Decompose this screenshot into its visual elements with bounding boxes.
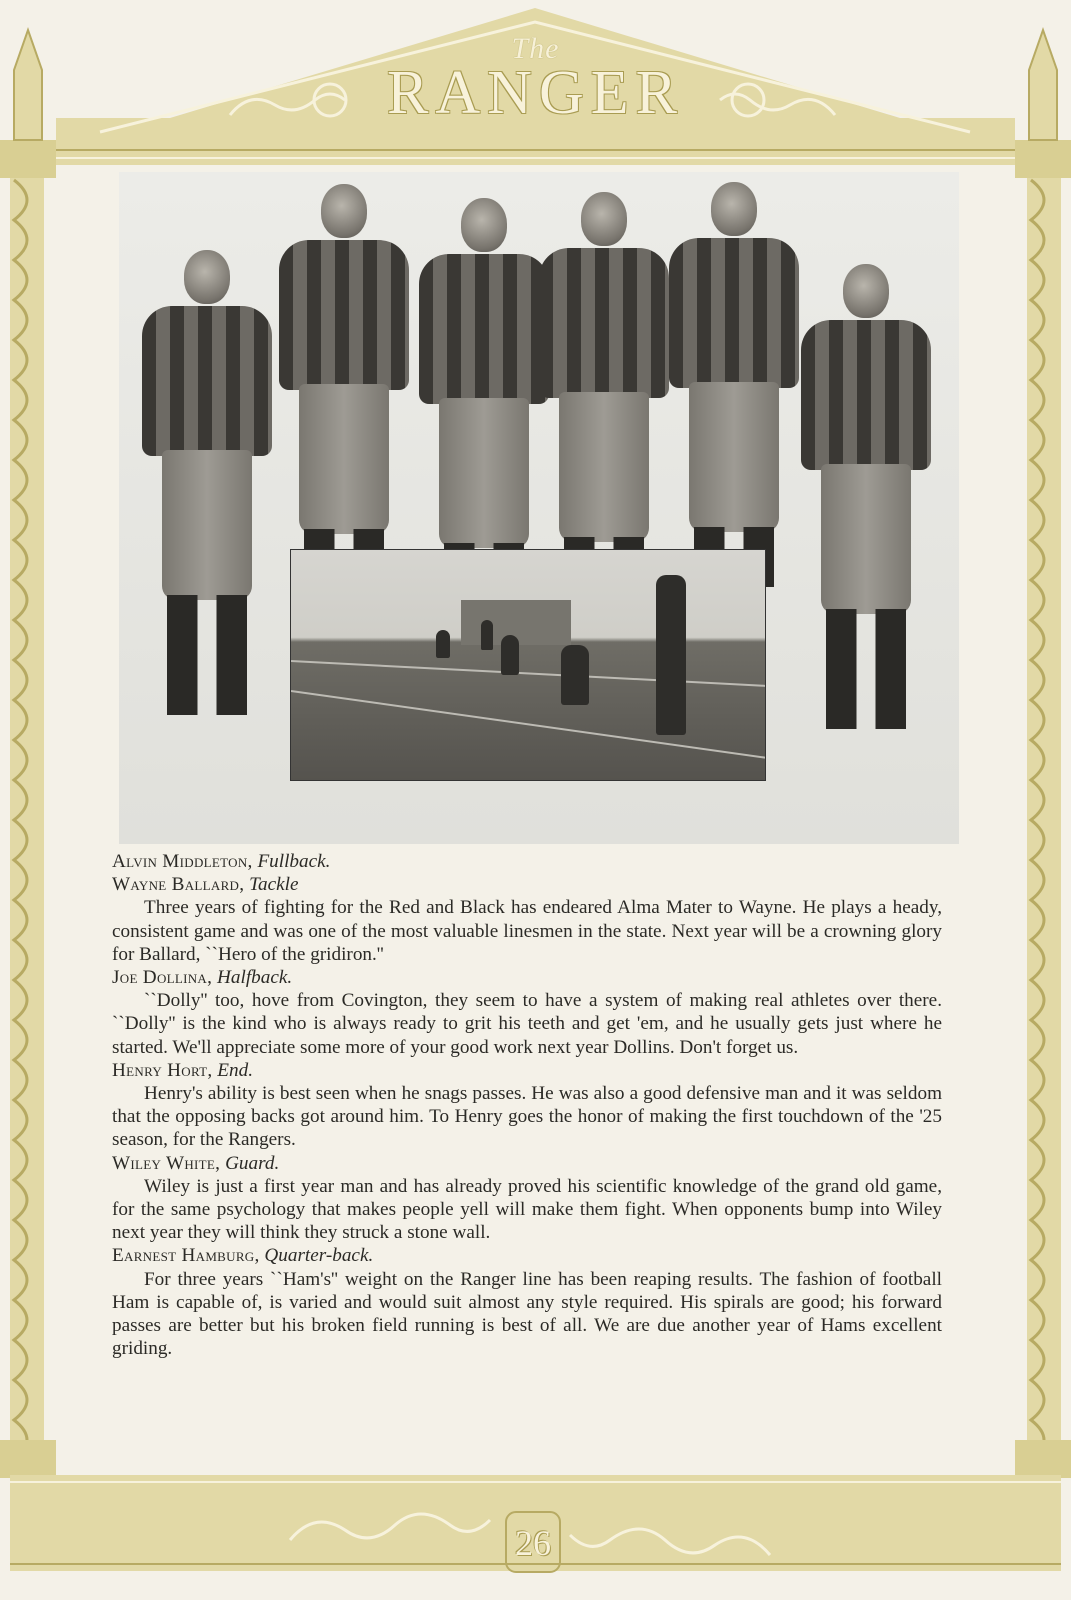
player-heading: Alvin Middleton, Fullback. bbox=[112, 851, 331, 872]
player-figure bbox=[539, 192, 669, 592]
player-heading: Joe Dollina, Halfback. bbox=[112, 967, 293, 989]
page-number: 26 bbox=[515, 1523, 551, 1563]
player-description: Three years of fighting for the Red and Black has endeared Alma Mater to Wayne. He plays a heady, consistent game and was one of the most valuable linesmen in the state. Next year will be a crowning glory for Ballard, ``Hero of the gridiron.'' bbox=[112, 897, 942, 965]
player-figure bbox=[279, 184, 409, 584]
player-description: Wiley is just a first year man and has already proved his scientific knowledge of the grand old game, for the same psychology that makes people yell will make them fight. When opponents bump into Wiley next year they will think they struck a stone wall. bbox=[112, 1175, 942, 1244]
player-heading: Earnest Hamburg, Quarter-back. bbox=[112, 1245, 374, 1267]
player-description: For three years ``Ham's'' weight on the Ranger line has been reaping results. The fashion of football Ham is capable of, is varied and would suit almost any style required. His spirals are good; his forward passes are better but his broken field running is best of all. We are due another year of Hams excellent griding. bbox=[112, 1268, 942, 1360]
masthead-title: RANGER bbox=[387, 59, 684, 127]
masthead-the: The bbox=[511, 32, 560, 65]
player-figure bbox=[137, 250, 277, 700]
player-figure bbox=[409, 198, 559, 598]
team-photo bbox=[119, 172, 959, 844]
player-description: ``Dolly'' too, hove from Covington, they seem to have a system of making real athletes over there. ``Dolly'' is the kind who is always ready to grit his teeth and get 'em, and he usually gets just where he started. We'll appreciate some more of your good work next year Dollins. Don't forget us. bbox=[112, 990, 942, 1058]
player-descriptions bbox=[112, 850, 942, 1360]
player-heading: Henry Hort, End. bbox=[112, 1059, 254, 1081]
player-figure bbox=[664, 182, 804, 592]
game-action-photo bbox=[290, 549, 766, 781]
player-figure bbox=[791, 264, 941, 704]
player-description: Henry's ability is best seen when he snags passes. He was also a good defensive man and it was seldom that the opposing backs got around him. To Henry goes the honor of making the first touchdown of the '25 season, for the Rangers. bbox=[112, 1083, 942, 1151]
player-heading: Wiley White, Guard. bbox=[112, 1152, 280, 1174]
player-heading: Wayne Ballard, Tackle bbox=[112, 874, 299, 896]
